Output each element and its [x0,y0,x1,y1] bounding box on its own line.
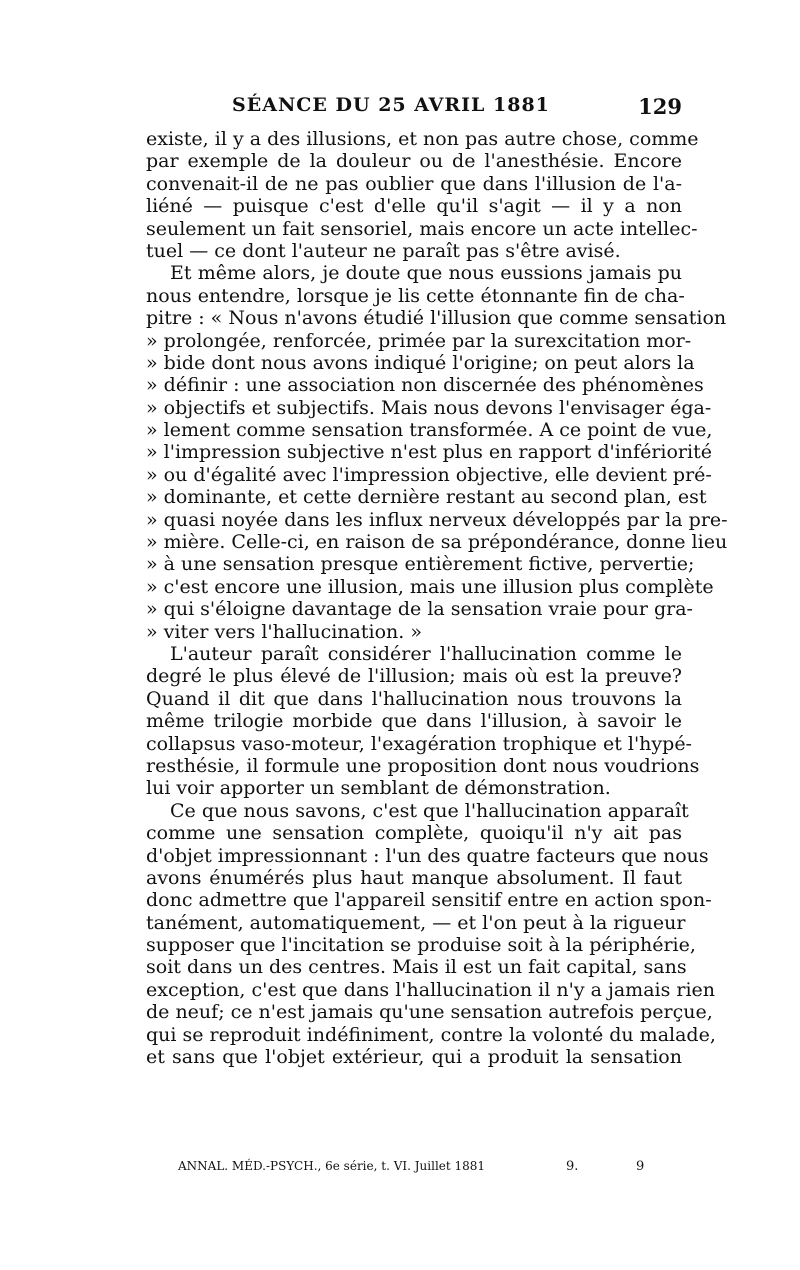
text-line: Quand il dit que dans l'hallucination nous trouvons la [146,687,682,710]
signature-mark: 9. [566,1159,579,1174]
text-line: avons énumérés plus haut manque absolument. Il faut [146,866,682,889]
text-line: » viter vers l'hallucination. » [146,620,422,643]
text-line: » dominante, et cette dernière restant au second plan, est [146,486,707,509]
text-line: » prolongée, renforcée, primée par la surexcitation mor- [146,329,692,352]
text-line: Ce que nous savons, c'est que l'hallucination apparaît [170,799,689,822]
text-line: donc admettre que l'appareil sensitif entre en action spon- [146,889,712,912]
text-line: de neuf; ce n'est jamais qu'une sensation autrefois perçue, [146,1001,713,1024]
text-line: même trilogie morbide que dans l'illusion, à savoir le [146,710,682,733]
text-line: » qui s'éloigne davantage de la sensation vraie pour gra- [146,598,693,621]
text-line: supposer que l'incitation se produise soit à la périphérie, [146,934,696,957]
text-line: » lement comme sensation transformée. A ce point de vue, [146,419,713,442]
text-line: liéné — puisque c'est d'elle qu'il s'agit — il y a non [146,195,682,218]
text-line: collapsus vaso-moteur, l'exagération trophique et l'hypé- [146,732,692,755]
text-line: seulement un fait sensoriel, mais encore un acte intellec- [146,217,698,240]
text-line: d'objet impressionnant : l'un des quatre facteurs que nous [146,844,709,867]
text-line: » c'est encore une illusion, mais une illusion plus complète [146,575,714,598]
text-line: » l'impression subjective n'est plus en rapport d'infériorité [146,441,712,464]
page-number: 129 [638,94,682,119]
journal-footnote: ANNAL. MÉD.-PSYCH., 6e série, t. VI. Juillet 1881 [178,1159,486,1173]
text-line: » quasi noyée dans les influx nerveux développés par la pre- [146,508,728,531]
text-line: » ou d'égalité avec l'impression objective, elle devient pré- [146,463,712,486]
text-line: soit dans un des centres. Mais il est un fait capital, sans [146,956,687,979]
text-line: resthésie, il formule une proposition dont nous voudrions [146,754,700,777]
text-line: lui voir apporter un semblant de démonstration. [146,777,611,800]
text-line: existe, il y a des illusions, et non pas autre chose, comme [146,128,699,150]
text-line: convenait-il de ne pas oublier que dans l'illusion de l'a- [146,172,682,195]
text-line: pitre : « Nous n'avons étudié l'illusion que comme sensation [146,307,727,330]
text-line: » définir : une association non discernée des phénomènes [146,374,704,397]
page-footer [178,1159,658,1179]
text-line: » objectifs et subjectifs. Mais nous devons l'envisager éga- [146,396,712,419]
running-title: SÉANCE DU 25 AVRIL 1881 [232,94,550,116]
text-line: degré le plus élevé de l'illusion; mais où est la preuve? [146,665,682,688]
text-line: qui se reproduit indéfiniment, contre la volonté du malade, [146,1023,716,1046]
text-line: L'auteur paraît considérer l'hallucination comme le [170,642,682,665]
body-text [146,128,728,1069]
text-line: tanément, automatiquement, — et l'on peut à la rigueur [146,911,686,934]
text-line: » bide dont nous avons indiqué l'origine; on peut alors la [146,351,695,374]
text-line: tuel — ce dont l'auteur ne paraît pas s'être avisé. [146,239,621,262]
text-line: » mière. Celle-ci, en raison de sa prépondérance, donne lieu [146,531,728,554]
text-line: Et même alors, je doute que nous eussions jamais pu [170,262,682,285]
signature-number: 9 [636,1159,645,1174]
text-line: nous entendre, lorsque je lis cette étonnante fin de cha- [146,284,685,307]
text-line: et sans que l'objet extérieur, qui a produit la sensation [146,1046,682,1069]
text-line: exception, c'est que dans l'hallucination il n'y a jamais rien [146,978,716,1001]
text-line: par exemple de la douleur ou de l'anesthésie. Encore [146,150,682,173]
page-header [146,94,682,122]
text-line: » à une sensation presque entièrement fictive, pervertie; [146,553,695,576]
text-line: comme une sensation complète, quoiqu'il n'y ait pas [146,822,682,845]
